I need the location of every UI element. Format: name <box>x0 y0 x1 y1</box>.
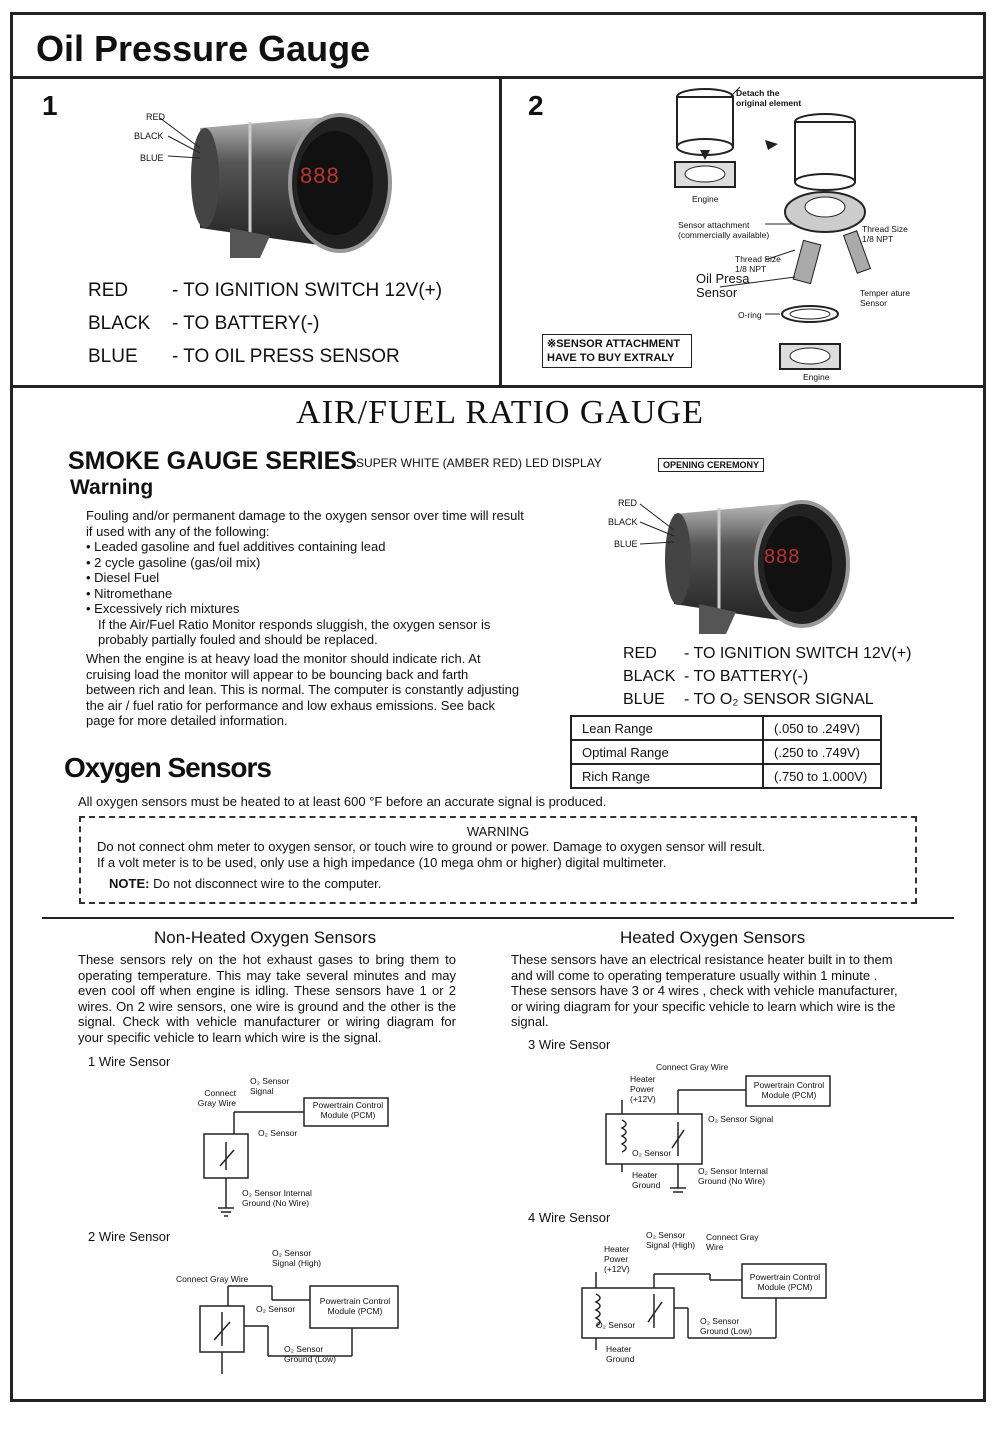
voltage-range-table <box>570 715 882 789</box>
range-name: Rich Range <box>571 764 763 788</box>
divider <box>10 385 986 388</box>
diagram-label: O₂ Sensor <box>596 1320 636 1330</box>
diagram-label: Thread Size 1/8 NPT <box>735 254 781 274</box>
wiring-desc: - TO BATTERY(-) <box>172 313 320 334</box>
range-name: Optimal Range <box>571 740 763 764</box>
sensor-attachment-note: ※SENSOR ATTACHMENT HAVE TO BUY EXTRALY <box>542 334 692 368</box>
led-display: 888 <box>764 546 801 568</box>
list-item: • Diesel Fuel <box>86 570 160 585</box>
warning-line: If a volt meter is to be used, only use a high impedance (10 mega ohm or higher) digital multimeter. <box>97 855 667 870</box>
wiring-color: BLACK <box>623 668 676 685</box>
series-subtitle: SUPER WHITE (AMBER RED) LED DISPLAY <box>356 456 602 470</box>
warning-box-title: WARNING <box>466 824 530 839</box>
heated-note: All oxygen sensors must be heated to at least 600 °F before an accurate signal is produced. <box>78 794 607 809</box>
afr-title: AIR/FUEL RATIO GAUGE <box>296 394 704 431</box>
diagram-label: Sensor attachment (commercially available) <box>678 220 770 240</box>
list-item: • Excessively rich mixtures <box>86 601 240 616</box>
step-number: 1 <box>42 90 58 121</box>
list-item: • 2 cycle gasoline (gas/oil mix) <box>86 554 261 570</box>
divider <box>10 76 986 79</box>
wiring-color: BLUE <box>623 691 665 708</box>
fouled-note: If the Air/Fuel Ratio Monitor responds sluggish, the oxygen sensor is probably partially fouled and should be replaced. <box>98 616 491 647</box>
wiring-desc: - TO IGNITION SWITCH 12V(+) <box>172 280 443 301</box>
diagram-label: O₂ Sensor Internal Ground (No Wire) <box>698 1166 768 1186</box>
wire-diagram-title: 3 Wire Sensor <box>528 1037 611 1052</box>
pcm-box-label: Powertrain Control Module (PCM) <box>749 1272 821 1292</box>
table-row <box>571 740 881 764</box>
diagram-label: O₂ Sensor <box>258 1128 298 1138</box>
heated-text: These sensors have an electrical resistance heater built in to them and will come to operating temperature usually within 1 minute . These sensors have 3 or 4 wires , check with vehicle manufacturer, or wiring diagram for your specific vehicle to learn which wire is the signal. <box>511 952 898 1029</box>
wire-label: BLACK <box>134 131 164 141</box>
wire-diagram-title: 1 Wire Sensor <box>88 1054 171 1069</box>
oil-gauge-image <box>130 108 400 268</box>
diagram-label: Connect Gray Wire <box>706 1232 759 1252</box>
diagram-label: Connect Gray Wire <box>656 1062 729 1072</box>
diagram-label: O₂ Sensor Ground (Low) <box>284 1344 336 1364</box>
warning-body <box>86 508 524 648</box>
four-wire-diagram <box>576 1228 832 1368</box>
wiring-desc: - TO O₂ SENSOR SIGNAL <box>684 691 874 708</box>
note-label: NOTE: <box>109 876 150 891</box>
diagram-label: O₂ Sensor Signal <box>250 1076 290 1096</box>
diagram-label: Connect Gray Wire <box>176 1274 249 1284</box>
note-line <box>81 876 915 891</box>
wiring-color: RED <box>88 280 129 301</box>
three-wire-diagram <box>596 1056 836 1201</box>
diagram-label: O₂ Sensor Signal (High) <box>272 1248 322 1268</box>
diagram-label: Thread Size 1/8 NPT <box>862 224 908 244</box>
divider <box>42 917 954 919</box>
wiring-color: RED <box>623 645 657 662</box>
table-row <box>571 764 881 788</box>
wire-diagram-title: 2 Wire Sensor <box>88 1229 171 1244</box>
afr-gauge-image <box>604 494 864 644</box>
range-value: (.050 to .249V) <box>763 716 881 740</box>
pcm-box-label: Powertrain Control Module (PCM) <box>319 1296 391 1316</box>
pcm-box-label: Powertrain Control Module (PCM) <box>753 1080 825 1100</box>
wire-label: RED <box>146 112 166 122</box>
wire-label: BLUE <box>140 153 164 163</box>
diagram-label: Engine <box>803 372 830 382</box>
heated-title: Heated Oxygen Sensors <box>620 928 806 947</box>
diagram-label: O₂ Sensor Signal <box>708 1114 774 1124</box>
diagram-label: Oil Presa Sensor <box>696 271 750 300</box>
led-display: 888 <box>300 163 340 188</box>
series-title: SMOKE GAUGE SERIES <box>68 447 357 475</box>
diagram-label: O₂ Sensor Internal Ground (No Wire) <box>242 1188 312 1208</box>
wiring-desc: - TO IGNITION SWITCH 12V(+) <box>684 645 912 662</box>
diagram-label: Temper ature Sensor <box>860 288 911 308</box>
wiring-desc: - TO BATTERY(-) <box>684 668 809 685</box>
heavy-load-text: When the engine is at heavy load the monitor should indicate rich. At cruising load the monitor will appear to be bouncing back and farth between rich and lean. This is normal. The computer is constantly adjusting the air / fuel ratio for performance and low exhaus emissions. See back page for more detailed information. <box>86 651 520 728</box>
diagram-label: Detach the original element <box>736 88 802 108</box>
wiring-color: BLACK <box>88 313 151 334</box>
diagram-label: Heater Ground <box>632 1170 661 1190</box>
list-item: • Leaded gasoline and fuel additives containing lead <box>86 539 386 554</box>
diagram-label: Connect Gray Wire <box>197 1088 236 1108</box>
nonheated-title: Non-Heated Oxygen Sensors <box>154 928 377 947</box>
diagram-label: O₂ Sensor Ground (Low) <box>700 1316 752 1336</box>
wire-label: RED <box>618 498 638 508</box>
diagram-label: Heater Ground <box>606 1344 635 1364</box>
range-name: Lean Range <box>571 716 763 740</box>
wiring-desc: - TO OIL PRESS SENSOR <box>172 346 400 367</box>
warning-heading: Warning <box>70 476 154 499</box>
opening-badge: OPENING CEREMONY <box>658 458 764 472</box>
wire-label: BLACK <box>608 517 638 527</box>
step-number: 2 <box>528 90 544 121</box>
diagram-label: O₂ Sensor <box>632 1148 672 1158</box>
wire-label: BLUE <box>614 539 638 549</box>
oxygen-title: Oxygen Sensors <box>64 752 271 783</box>
diagram-label: Engine <box>692 194 719 204</box>
nonheated-text: These sensors rely on the hot exhaust gases to bring them to operating temperature. This may take several minutes and may even cool off when engine is idling. These sensors have 1 or 2 wires. On 2 wire sensors, one wire is ground and the other is the signal. Check with vehicle manufacturer or wiring diagram for your specific vehicle to learn which wire is the signal. <box>78 952 456 1045</box>
diagram-label: O₂ Sensor <box>256 1304 296 1314</box>
one-wire-diagram <box>180 1070 400 1220</box>
list-item: • Nitromethane <box>86 585 173 601</box>
diagram-label: Heater Power (+12V) <box>604 1244 630 1274</box>
warning-list <box>86 539 524 617</box>
oil-title: Oil Pressure Gauge <box>36 28 371 69</box>
two-wire-diagram <box>172 1246 404 1381</box>
wiring-color: BLUE <box>88 346 138 367</box>
wire-diagram-title: 4 Wire Sensor <box>528 1210 611 1225</box>
range-value: (.250 to .749V) <box>763 740 881 764</box>
diagram-label: O-ring <box>738 310 762 320</box>
divider <box>499 76 502 386</box>
range-value: (.750 to 1.000V) <box>763 764 881 788</box>
warning-intro: Fouling and/or permanent damage to the oxygen sensor over time will result if used with any of the following: <box>86 508 524 539</box>
warning-line: Do not connect ohm meter to oxygen sensor, or touch wire to ground or power. Damage to oxygen sensor will result. <box>97 839 766 854</box>
diagram-label: Heater Power (+12V) <box>630 1074 656 1104</box>
note-text: Do not disconnect wire to the computer. <box>149 876 382 891</box>
warning-box <box>79 816 917 904</box>
pcm-box-label: Powertrain Control Module (PCM) <box>312 1100 384 1120</box>
diagram-label: O₂ Sensor Signal (High) <box>646 1230 696 1250</box>
table-row <box>571 716 881 740</box>
